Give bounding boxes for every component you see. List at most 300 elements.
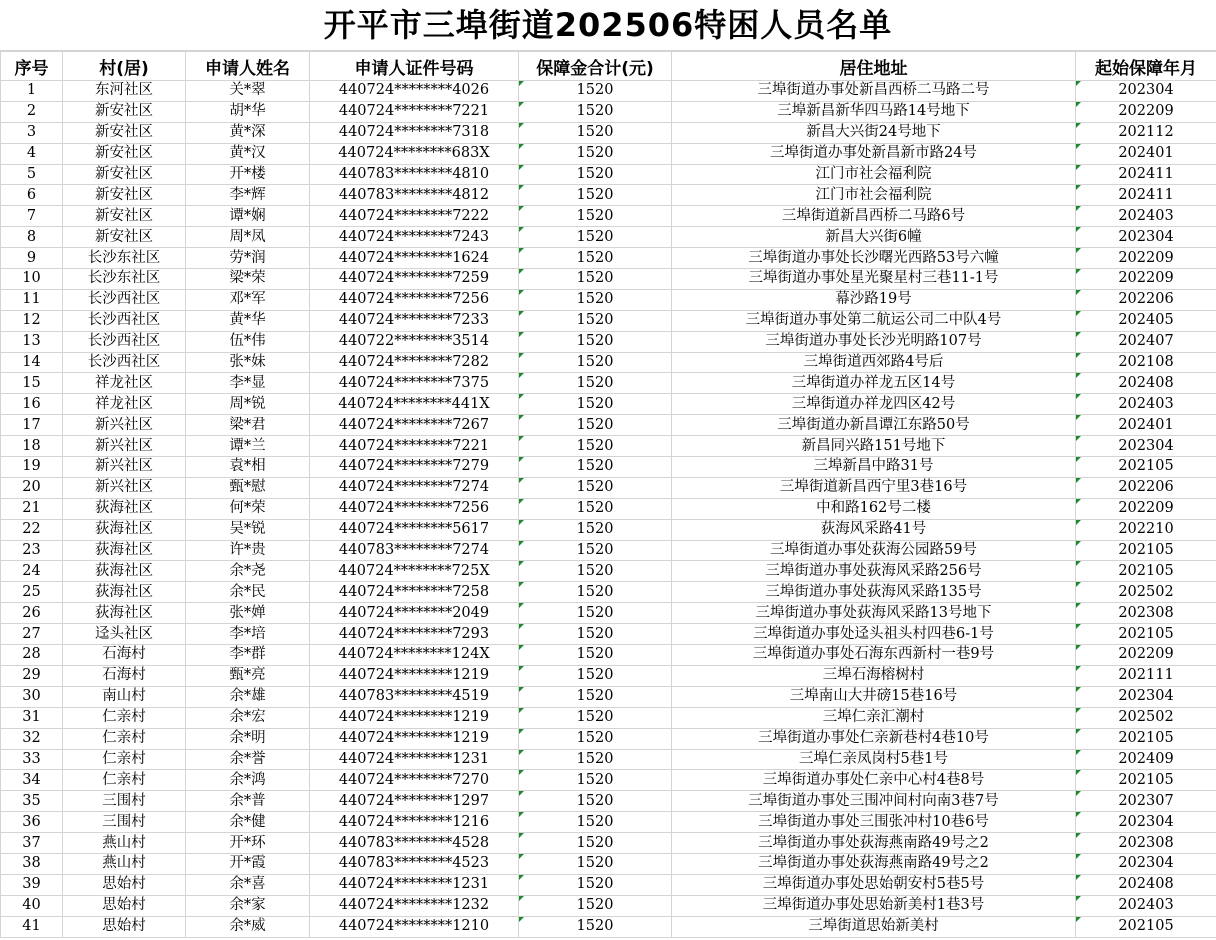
cell-address[interactable]: 三埠街道办事处石海东西新村一巷9号 xyxy=(672,645,1076,666)
cell-address[interactable]: 三埠街道办祥龙四区42号 xyxy=(672,394,1076,415)
cell-applicant-name[interactable]: 周*锐 xyxy=(186,394,310,415)
cell-village[interactable]: 三围村 xyxy=(63,791,186,812)
cell-village[interactable]: 石海村 xyxy=(63,665,186,686)
cell-start-month[interactable]: 202105 xyxy=(1076,770,1216,791)
cell-serial[interactable]: 11 xyxy=(1,289,63,310)
cell-address[interactable]: 三埠街道办事处仁亲中心村4巷8号 xyxy=(672,770,1076,791)
cell-applicant-name[interactable]: 余*鸿 xyxy=(186,770,310,791)
cell-start-month[interactable]: 202206 xyxy=(1076,477,1216,498)
cell-id-number[interactable]: 440724********5617 xyxy=(310,519,519,540)
cell-start-month[interactable]: 202209 xyxy=(1076,269,1216,290)
cell-start-month[interactable]: 202405 xyxy=(1076,310,1216,331)
cell-address[interactable]: 三埠街道办事处星光聚星村三巷11-1号 xyxy=(672,269,1076,290)
cell-village[interactable]: 仁亲村 xyxy=(63,770,186,791)
cell-serial[interactable]: 28 xyxy=(1,645,63,666)
cell-start-month[interactable]: 202307 xyxy=(1076,791,1216,812)
cell-applicant-name[interactable]: 余*宏 xyxy=(186,707,310,728)
cell-id-number[interactable]: 440783********4519 xyxy=(310,686,519,707)
cell-allowance[interactable]: 1520 xyxy=(519,101,672,122)
cell-applicant-name[interactable]: 关*翠 xyxy=(186,81,310,102)
cell-address[interactable]: 三埠石海榕树村 xyxy=(672,665,1076,686)
cell-id-number[interactable]: 440724********7258 xyxy=(310,582,519,603)
cell-village[interactable]: 思始村 xyxy=(63,916,186,937)
cell-address[interactable]: 三埠街道办事处新昌新市路24号 xyxy=(672,143,1076,164)
cell-allowance[interactable]: 1520 xyxy=(519,81,672,102)
cell-allowance[interactable]: 1520 xyxy=(519,331,672,352)
cell-allowance[interactable]: 1520 xyxy=(519,248,672,269)
cell-address[interactable]: 三埠街道思始新美村 xyxy=(672,916,1076,937)
cell-applicant-name[interactable]: 张*婵 xyxy=(186,603,310,624)
cell-address[interactable]: 三埠街道办事处新昌西桥二马路二号 xyxy=(672,81,1076,102)
cell-id-number[interactable]: 440783********7274 xyxy=(310,540,519,561)
cell-applicant-name[interactable]: 李*辉 xyxy=(186,185,310,206)
cell-allowance[interactable]: 1520 xyxy=(519,289,672,310)
cell-serial[interactable]: 2 xyxy=(1,101,63,122)
cell-id-number[interactable]: 440724********441X xyxy=(310,394,519,415)
cell-id-number[interactable]: 440783********4523 xyxy=(310,853,519,874)
cell-village[interactable]: 长沙西社区 xyxy=(63,289,186,310)
cell-start-month[interactable]: 202408 xyxy=(1076,373,1216,394)
cell-village[interactable]: 新兴社区 xyxy=(63,477,186,498)
cell-address[interactable]: 新昌同兴路151号地下 xyxy=(672,436,1076,457)
cell-applicant-name[interactable]: 许*贵 xyxy=(186,540,310,561)
cell-allowance[interactable]: 1520 xyxy=(519,227,672,248)
cell-allowance[interactable]: 1520 xyxy=(519,457,672,478)
cell-address[interactable]: 三埠街道办事处长沙曙光西路53号六幢 xyxy=(672,248,1076,269)
cell-village[interactable]: 新安社区 xyxy=(63,143,186,164)
cell-village[interactable]: 思始村 xyxy=(63,874,186,895)
cell-applicant-name[interactable]: 黄*深 xyxy=(186,122,310,143)
cell-id-number[interactable]: 440724********7279 xyxy=(310,457,519,478)
cell-address[interactable]: 三埠街道办事处第二航运公司二中队4号 xyxy=(672,310,1076,331)
cell-allowance[interactable]: 1520 xyxy=(519,645,672,666)
cell-allowance[interactable]: 1520 xyxy=(519,352,672,373)
cell-allowance[interactable]: 1520 xyxy=(519,791,672,812)
cell-applicant-name[interactable]: 李*群 xyxy=(186,645,310,666)
cell-id-number[interactable]: 440724********1232 xyxy=(310,895,519,916)
cell-id-number[interactable]: 440724********725X xyxy=(310,561,519,582)
cell-address[interactable]: 江门市社会福利院 xyxy=(672,185,1076,206)
cell-village[interactable]: 长沙东社区 xyxy=(63,269,186,290)
cell-start-month[interactable]: 202502 xyxy=(1076,707,1216,728)
cell-village[interactable]: 燕山村 xyxy=(63,853,186,874)
cell-id-number[interactable]: 440724********124X xyxy=(310,645,519,666)
cell-village[interactable]: 荻海社区 xyxy=(63,519,186,540)
cell-address[interactable]: 三埠街道办事处荻海燕南路49号之2 xyxy=(672,853,1076,874)
cell-address[interactable]: 三埠街道办事处迳头祖头村四巷6-1号 xyxy=(672,624,1076,645)
cell-serial[interactable]: 1 xyxy=(1,81,63,102)
cell-allowance[interactable]: 1520 xyxy=(519,164,672,185)
cell-start-month[interactable]: 202105 xyxy=(1076,540,1216,561)
cell-applicant-name[interactable]: 梁*荣 xyxy=(186,269,310,290)
cell-id-number[interactable]: 440724********1216 xyxy=(310,812,519,833)
cell-start-month[interactable]: 202209 xyxy=(1076,248,1216,269)
cell-address[interactable]: 幕沙路19号 xyxy=(672,289,1076,310)
cell-id-number[interactable]: 440724********7259 xyxy=(310,269,519,290)
cell-start-month[interactable]: 202304 xyxy=(1076,436,1216,457)
header-village[interactable]: 村(居) xyxy=(63,52,186,81)
cell-allowance[interactable]: 1520 xyxy=(519,728,672,749)
cell-allowance[interactable]: 1520 xyxy=(519,206,672,227)
cell-id-number[interactable]: 440724********7256 xyxy=(310,498,519,519)
cell-village[interactable]: 长沙西社区 xyxy=(63,310,186,331)
cell-serial[interactable]: 34 xyxy=(1,770,63,791)
cell-start-month[interactable]: 202308 xyxy=(1076,833,1216,854)
cell-applicant-name[interactable]: 余*明 xyxy=(186,728,310,749)
cell-allowance[interactable]: 1520 xyxy=(519,477,672,498)
cell-address[interactable]: 三埠街道办事处长沙光明路107号 xyxy=(672,331,1076,352)
cell-serial[interactable]: 18 xyxy=(1,436,63,457)
cell-start-month[interactable]: 202401 xyxy=(1076,415,1216,436)
cell-id-number[interactable]: 440724********683X xyxy=(310,143,519,164)
cell-applicant-name[interactable]: 邓*军 xyxy=(186,289,310,310)
cell-allowance[interactable]: 1520 xyxy=(519,749,672,770)
cell-address[interactable]: 三埠街道办事处思始新美村1巷3号 xyxy=(672,895,1076,916)
cell-start-month[interactable]: 202112 xyxy=(1076,122,1216,143)
cell-applicant-name[interactable]: 袁*相 xyxy=(186,457,310,478)
cell-serial[interactable]: 4 xyxy=(1,143,63,164)
cell-start-month[interactable]: 202502 xyxy=(1076,582,1216,603)
header-allowance-total[interactable]: 保障金合计(元) xyxy=(519,52,672,81)
cell-start-month[interactable]: 202304 xyxy=(1076,686,1216,707)
cell-applicant-name[interactable]: 梁*君 xyxy=(186,415,310,436)
cell-id-number[interactable]: 440724********1210 xyxy=(310,916,519,937)
cell-allowance[interactable]: 1520 xyxy=(519,122,672,143)
cell-id-number[interactable]: 440724********7318 xyxy=(310,122,519,143)
cell-allowance[interactable]: 1520 xyxy=(519,498,672,519)
cell-serial[interactable]: 23 xyxy=(1,540,63,561)
cell-serial[interactable]: 36 xyxy=(1,812,63,833)
cell-applicant-name[interactable]: 余*誉 xyxy=(186,749,310,770)
cell-serial[interactable]: 40 xyxy=(1,895,63,916)
cell-village[interactable]: 燕山村 xyxy=(63,833,186,854)
cell-allowance[interactable]: 1520 xyxy=(519,707,672,728)
cell-applicant-name[interactable]: 余*尧 xyxy=(186,561,310,582)
cell-village[interactable]: 祥龙社区 xyxy=(63,394,186,415)
cell-applicant-name[interactable]: 余*家 xyxy=(186,895,310,916)
cell-applicant-name[interactable]: 余*普 xyxy=(186,791,310,812)
cell-start-month[interactable]: 202209 xyxy=(1076,101,1216,122)
cell-start-month[interactable]: 202209 xyxy=(1076,498,1216,519)
cell-start-month[interactable]: 202105 xyxy=(1076,624,1216,645)
cell-serial[interactable]: 30 xyxy=(1,686,63,707)
cell-village[interactable]: 新兴社区 xyxy=(63,457,186,478)
cell-start-month[interactable]: 202407 xyxy=(1076,331,1216,352)
cell-serial[interactable]: 27 xyxy=(1,624,63,645)
cell-address[interactable]: 三埠南山大井磅15巷16号 xyxy=(672,686,1076,707)
cell-serial[interactable]: 12 xyxy=(1,310,63,331)
cell-applicant-name[interactable]: 黄*华 xyxy=(186,310,310,331)
cell-allowance[interactable]: 1520 xyxy=(519,143,672,164)
cell-serial[interactable]: 17 xyxy=(1,415,63,436)
cell-address[interactable]: 三埠仁亲凤岗村5巷1号 xyxy=(672,749,1076,770)
cell-serial[interactable]: 13 xyxy=(1,331,63,352)
cell-village[interactable]: 新安社区 xyxy=(63,227,186,248)
cell-allowance[interactable]: 1520 xyxy=(519,269,672,290)
cell-serial[interactable]: 35 xyxy=(1,791,63,812)
cell-village[interactable]: 三围村 xyxy=(63,812,186,833)
cell-village[interactable]: 祥龙社区 xyxy=(63,373,186,394)
cell-serial[interactable]: 32 xyxy=(1,728,63,749)
cell-address[interactable]: 三埠街道办事处荻海风采路256号 xyxy=(672,561,1076,582)
cell-allowance[interactable]: 1520 xyxy=(519,519,672,540)
cell-allowance[interactable]: 1520 xyxy=(519,686,672,707)
cell-address[interactable]: 三埠新昌新华四马路14号地下 xyxy=(672,101,1076,122)
cell-serial[interactable]: 3 xyxy=(1,122,63,143)
cell-serial[interactable]: 26 xyxy=(1,603,63,624)
cell-start-month[interactable]: 202403 xyxy=(1076,895,1216,916)
cell-start-month[interactable]: 202105 xyxy=(1076,457,1216,478)
cell-address[interactable]: 三埠街道办祥龙五区14号 xyxy=(672,373,1076,394)
cell-start-month[interactable]: 202308 xyxy=(1076,603,1216,624)
cell-allowance[interactable]: 1520 xyxy=(519,310,672,331)
cell-id-number[interactable]: 440724********1219 xyxy=(310,665,519,686)
cell-id-number[interactable]: 440724********7282 xyxy=(310,352,519,373)
cell-address[interactable]: 三埠街道办事处荻海风采路13号地下 xyxy=(672,603,1076,624)
cell-address[interactable]: 三埠街道办事处荻海公园路59号 xyxy=(672,540,1076,561)
cell-address[interactable]: 新昌大兴街24号地下 xyxy=(672,122,1076,143)
cell-applicant-name[interactable]: 黄*汉 xyxy=(186,143,310,164)
cell-serial[interactable]: 39 xyxy=(1,874,63,895)
cell-serial[interactable]: 33 xyxy=(1,749,63,770)
cell-serial[interactable]: 19 xyxy=(1,457,63,478)
cell-applicant-name[interactable]: 谭*兰 xyxy=(186,436,310,457)
cell-allowance[interactable]: 1520 xyxy=(519,603,672,624)
cell-applicant-name[interactable]: 张*妹 xyxy=(186,352,310,373)
cell-village[interactable]: 仁亲村 xyxy=(63,749,186,770)
cell-serial[interactable]: 15 xyxy=(1,373,63,394)
cell-address[interactable]: 三埠街道办事处荻海燕南路49号之2 xyxy=(672,833,1076,854)
cell-serial[interactable]: 7 xyxy=(1,206,63,227)
cell-village[interactable]: 长沙西社区 xyxy=(63,331,186,352)
cell-id-number[interactable]: 440724********7267 xyxy=(310,415,519,436)
cell-village[interactable]: 仁亲村 xyxy=(63,728,186,749)
cell-village[interactable]: 新安社区 xyxy=(63,122,186,143)
cell-address[interactable]: 三埠街道西郊路4号后 xyxy=(672,352,1076,373)
cell-serial[interactable]: 14 xyxy=(1,352,63,373)
cell-allowance[interactable]: 1520 xyxy=(519,874,672,895)
header-serial[interactable]: 序号 xyxy=(1,52,63,81)
cell-start-month[interactable]: 202209 xyxy=(1076,645,1216,666)
cell-id-number[interactable]: 440724********4026 xyxy=(310,81,519,102)
cell-allowance[interactable]: 1520 xyxy=(519,185,672,206)
cell-serial[interactable]: 41 xyxy=(1,916,63,937)
cell-id-number[interactable]: 440724********7256 xyxy=(310,289,519,310)
cell-allowance[interactable]: 1520 xyxy=(519,582,672,603)
cell-village[interactable]: 荻海社区 xyxy=(63,498,186,519)
table-row xyxy=(1,561,1216,582)
header-address[interactable]: 居住地址 xyxy=(672,52,1076,81)
cell-start-month[interactable]: 202403 xyxy=(1076,206,1216,227)
cell-village[interactable]: 长沙东社区 xyxy=(63,248,186,269)
cell-start-month[interactable]: 202108 xyxy=(1076,352,1216,373)
cell-id-number[interactable]: 440724********7221 xyxy=(310,101,519,122)
cell-allowance[interactable]: 1520 xyxy=(519,665,672,686)
cell-allowance[interactable]: 1520 xyxy=(519,853,672,874)
cell-village[interactable]: 南山村 xyxy=(63,686,186,707)
cell-id-number[interactable]: 440724********2049 xyxy=(310,603,519,624)
cell-start-month[interactable]: 202304 xyxy=(1076,853,1216,874)
cell-serial[interactable]: 29 xyxy=(1,665,63,686)
cell-village[interactable]: 长沙西社区 xyxy=(63,352,186,373)
cell-village[interactable]: 新兴社区 xyxy=(63,436,186,457)
cell-applicant-name[interactable]: 余*民 xyxy=(186,582,310,603)
cell-village[interactable]: 新安社区 xyxy=(63,185,186,206)
cell-serial[interactable]: 37 xyxy=(1,833,63,854)
cell-applicant-name[interactable]: 余*健 xyxy=(186,812,310,833)
cell-serial[interactable]: 25 xyxy=(1,582,63,603)
cell-id-number[interactable]: 440724********1219 xyxy=(310,728,519,749)
cell-applicant-name[interactable]: 何*荣 xyxy=(186,498,310,519)
cell-address[interactable]: 三埠街道新昌西桥二马路6号 xyxy=(672,206,1076,227)
cell-allowance[interactable]: 1520 xyxy=(519,895,672,916)
cell-start-month[interactable]: 202304 xyxy=(1076,812,1216,833)
cell-start-month[interactable]: 202105 xyxy=(1076,561,1216,582)
table-row xyxy=(1,101,1216,122)
cell-start-month[interactable]: 202304 xyxy=(1076,227,1216,248)
cell-allowance[interactable]: 1520 xyxy=(519,833,672,854)
cell-allowance[interactable]: 1520 xyxy=(519,770,672,791)
cell-village[interactable]: 思始村 xyxy=(63,895,186,916)
cell-start-month[interactable]: 202401 xyxy=(1076,143,1216,164)
cell-allowance[interactable]: 1520 xyxy=(519,415,672,436)
cell-applicant-name[interactable]: 开*环 xyxy=(186,833,310,854)
cell-id-number[interactable]: 440724********7243 xyxy=(310,227,519,248)
cell-address[interactable]: 三埠街道新昌西宁里3巷16号 xyxy=(672,477,1076,498)
cell-applicant-name[interactable]: 甄*亮 xyxy=(186,665,310,686)
cell-start-month[interactable]: 202411 xyxy=(1076,185,1216,206)
cell-serial[interactable]: 8 xyxy=(1,227,63,248)
cell-allowance[interactable]: 1520 xyxy=(519,373,672,394)
cell-address[interactable]: 三埠街道办新昌谭江东路50号 xyxy=(672,415,1076,436)
table-row xyxy=(1,331,1216,352)
cell-address[interactable]: 三埠仁亲汇潮村 xyxy=(672,707,1076,728)
cell-allowance[interactable]: 1520 xyxy=(519,394,672,415)
cell-id-number[interactable]: 440724********1219 xyxy=(310,707,519,728)
cell-village[interactable]: 迳头社区 xyxy=(63,624,186,645)
cell-address[interactable]: 三埠新昌中路31号 xyxy=(672,457,1076,478)
cell-allowance[interactable]: 1520 xyxy=(519,436,672,457)
cell-serial[interactable]: 21 xyxy=(1,498,63,519)
cell-applicant-name[interactable]: 余*威 xyxy=(186,916,310,937)
cell-village[interactable]: 石海村 xyxy=(63,645,186,666)
cell-applicant-name[interactable]: 劳*润 xyxy=(186,248,310,269)
cell-serial[interactable]: 9 xyxy=(1,248,63,269)
cell-id-number[interactable]: 440724********7274 xyxy=(310,477,519,498)
cell-id-number[interactable]: 440724********1231 xyxy=(310,749,519,770)
cell-id-number[interactable]: 440724********7270 xyxy=(310,770,519,791)
cell-address[interactable]: 三埠街道办事处三围冲间村向南3巷7号 xyxy=(672,791,1076,812)
header-applicant-name[interactable]: 申请人姓名 xyxy=(186,52,310,81)
cell-serial[interactable]: 31 xyxy=(1,707,63,728)
cell-village[interactable]: 荻海社区 xyxy=(63,582,186,603)
cell-id-number[interactable]: 440724********1231 xyxy=(310,874,519,895)
cell-serial[interactable]: 24 xyxy=(1,561,63,582)
cell-village[interactable]: 荻海社区 xyxy=(63,561,186,582)
cell-serial[interactable]: 16 xyxy=(1,394,63,415)
table-row xyxy=(1,812,1216,833)
cell-applicant-name[interactable]: 李*显 xyxy=(186,373,310,394)
cell-start-month[interactable]: 202105 xyxy=(1076,916,1216,937)
cell-allowance[interactable]: 1520 xyxy=(519,540,672,561)
cell-serial[interactable]: 20 xyxy=(1,477,63,498)
cell-applicant-name[interactable]: 李*培 xyxy=(186,624,310,645)
cell-village[interactable]: 新安社区 xyxy=(63,101,186,122)
cell-allowance[interactable]: 1520 xyxy=(519,812,672,833)
cell-start-month[interactable]: 202408 xyxy=(1076,874,1216,895)
cell-applicant-name[interactable]: 甄*慰 xyxy=(186,477,310,498)
cell-address[interactable]: 三埠街道办事处仁亲新巷村4巷10号 xyxy=(672,728,1076,749)
cell-start-month[interactable]: 202105 xyxy=(1076,728,1216,749)
header-id-number[interactable]: 申请人证件号码 xyxy=(310,52,519,81)
cell-address[interactable]: 荻海风采路41号 xyxy=(672,519,1076,540)
cell-address[interactable]: 三埠街道办事处思始朝安村5巷5号 xyxy=(672,874,1076,895)
cell-address[interactable]: 三埠街道办事处三围张冲村10巷6号 xyxy=(672,812,1076,833)
cell-id-number[interactable]: 440724********1297 xyxy=(310,791,519,812)
cell-id-number[interactable]: 440783********4812 xyxy=(310,185,519,206)
table-row xyxy=(1,728,1216,749)
cell-applicant-name[interactable]: 余*雄 xyxy=(186,686,310,707)
cell-applicant-name[interactable]: 胡*华 xyxy=(186,101,310,122)
cell-applicant-name[interactable]: 伍*伟 xyxy=(186,331,310,352)
cell-allowance[interactable]: 1520 xyxy=(519,916,672,937)
cell-applicant-name[interactable]: 开*霞 xyxy=(186,853,310,874)
cell-start-month[interactable]: 202304 xyxy=(1076,81,1216,102)
cell-id-number[interactable]: 440724********7222 xyxy=(310,206,519,227)
cell-serial[interactable]: 6 xyxy=(1,185,63,206)
cell-id-number[interactable]: 440724********7221 xyxy=(310,436,519,457)
cell-start-month[interactable]: 202210 xyxy=(1076,519,1216,540)
cell-id-number[interactable]: 440783********4810 xyxy=(310,164,519,185)
cell-id-number[interactable]: 440724********7375 xyxy=(310,373,519,394)
cell-applicant-name[interactable]: 谭*娴 xyxy=(186,206,310,227)
cell-address[interactable]: 三埠街道办事处荻海风采路135号 xyxy=(672,582,1076,603)
table-row xyxy=(1,582,1216,603)
cell-applicant-name[interactable]: 吴*锐 xyxy=(186,519,310,540)
cell-id-number[interactable]: 440724********1624 xyxy=(310,248,519,269)
cell-serial[interactable]: 5 xyxy=(1,164,63,185)
cell-id-number[interactable]: 440722********3514 xyxy=(310,331,519,352)
cell-applicant-name[interactable]: 余*喜 xyxy=(186,874,310,895)
cell-start-month[interactable]: 202206 xyxy=(1076,289,1216,310)
cell-allowance[interactable]: 1520 xyxy=(519,624,672,645)
cell-start-month[interactable]: 202111 xyxy=(1076,665,1216,686)
cell-serial[interactable]: 22 xyxy=(1,519,63,540)
cell-address[interactable]: 江门市社会福利院 xyxy=(672,164,1076,185)
cell-id-number[interactable]: 440724********7293 xyxy=(310,624,519,645)
cell-start-month[interactable]: 202411 xyxy=(1076,164,1216,185)
cell-serial[interactable]: 38 xyxy=(1,853,63,874)
header-start-month[interactable]: 起始保障年月 xyxy=(1076,52,1216,81)
cell-village[interactable]: 新兴社区 xyxy=(63,415,186,436)
cell-village[interactable]: 荻海社区 xyxy=(63,540,186,561)
cell-allowance[interactable]: 1520 xyxy=(519,561,672,582)
cell-address[interactable]: 中和路162号二楼 xyxy=(672,498,1076,519)
cell-serial[interactable]: 10 xyxy=(1,269,63,290)
cell-id-number[interactable]: 440724********7233 xyxy=(310,310,519,331)
cell-village[interactable]: 新安社区 xyxy=(63,164,186,185)
cell-start-month[interactable]: 202409 xyxy=(1076,749,1216,770)
cell-id-number[interactable]: 440783********4528 xyxy=(310,833,519,854)
cell-applicant-name[interactable]: 周*凤 xyxy=(186,227,310,248)
cell-village[interactable]: 新安社区 xyxy=(63,206,186,227)
cell-village[interactable]: 荻海社区 xyxy=(63,603,186,624)
cell-start-month[interactable]: 202403 xyxy=(1076,394,1216,415)
cell-village[interactable]: 仁亲村 xyxy=(63,707,186,728)
cell-address[interactable]: 新昌大兴街6幢 xyxy=(672,227,1076,248)
cell-applicant-name[interactable]: 开*楼 xyxy=(186,164,310,185)
cell-village[interactable]: 东河社区 xyxy=(63,81,186,102)
